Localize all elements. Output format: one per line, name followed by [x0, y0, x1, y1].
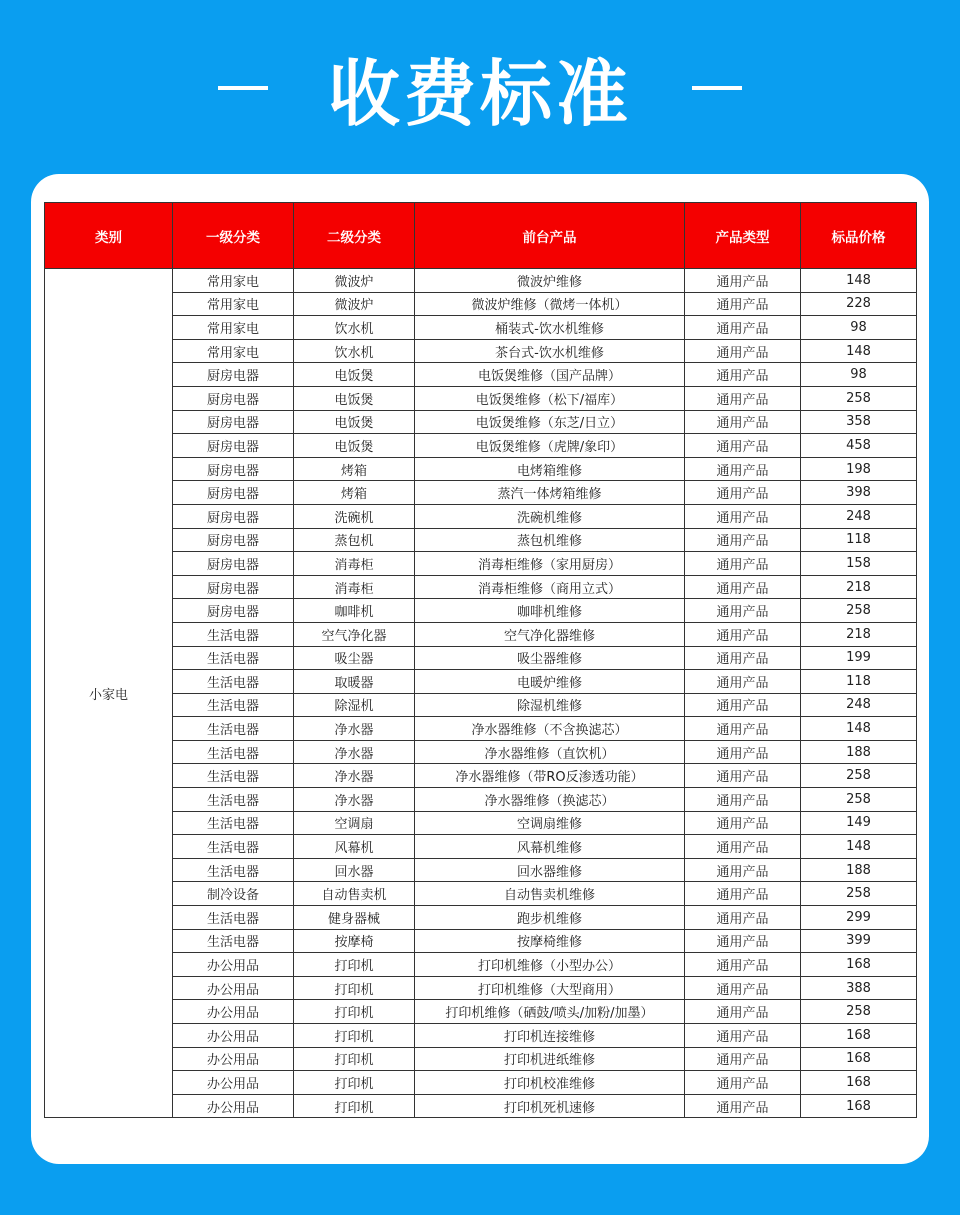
price-cell: 148	[801, 717, 917, 741]
level2-cell: 打印机	[294, 1071, 415, 1095]
table-row	[45, 363, 917, 387]
type-cell: 通用产品	[685, 764, 801, 788]
price-cell: 158	[801, 552, 917, 576]
level1-cell: 厨房电器	[173, 386, 294, 410]
product-cell: 净水器维修（换滤芯）	[415, 788, 685, 812]
col-header-product: 前台产品	[415, 203, 685, 269]
type-cell: 通用产品	[685, 410, 801, 434]
table-row	[45, 528, 917, 552]
product-cell: 打印机校准维修	[415, 1071, 685, 1095]
price-cell: 398	[801, 481, 917, 505]
price-cell: 458	[801, 434, 917, 458]
level2-cell: 饮水机	[294, 339, 415, 363]
type-cell: 通用产品	[685, 1094, 801, 1118]
type-cell: 通用产品	[685, 363, 801, 387]
level2-cell: 烤箱	[294, 481, 415, 505]
level2-cell: 消毒柜	[294, 552, 415, 576]
level2-cell: 打印机	[294, 1000, 415, 1024]
type-cell: 通用产品	[685, 976, 801, 1000]
level1-cell: 生活电器	[173, 835, 294, 859]
product-cell: 消毒柜维修（商用立式）	[415, 575, 685, 599]
level2-cell: 微波炉	[294, 269, 415, 293]
price-cell: 148	[801, 269, 917, 293]
level1-cell: 厨房电器	[173, 434, 294, 458]
table-row	[45, 646, 917, 670]
level1-cell: 生活电器	[173, 622, 294, 646]
level1-cell: 生活电器	[173, 717, 294, 741]
type-cell: 通用产品	[685, 622, 801, 646]
table-row	[45, 316, 917, 340]
table-row	[45, 740, 917, 764]
level1-cell: 常用家电	[173, 316, 294, 340]
type-cell: 通用产品	[685, 929, 801, 953]
type-cell: 通用产品	[685, 740, 801, 764]
level2-cell: 蒸包机	[294, 528, 415, 552]
level1-cell: 厨房电器	[173, 528, 294, 552]
type-cell: 通用产品	[685, 339, 801, 363]
price-cell: 258	[801, 386, 917, 410]
product-cell: 打印机维修（大型商用）	[415, 976, 685, 1000]
table-row	[45, 386, 917, 410]
level2-cell: 回水器	[294, 858, 415, 882]
product-cell: 电饭煲维修（松下/福库）	[415, 386, 685, 410]
level1-cell: 办公用品	[173, 1000, 294, 1024]
level1-cell: 生活电器	[173, 646, 294, 670]
product-cell: 净水器维修（带RO反渗透功能）	[415, 764, 685, 788]
level2-cell: 空气净化器	[294, 622, 415, 646]
level2-cell: 打印机	[294, 1047, 415, 1071]
table-row	[45, 811, 917, 835]
type-cell: 通用产品	[685, 858, 801, 882]
level1-cell: 办公用品	[173, 1071, 294, 1095]
col-header-type: 产品类型	[685, 203, 801, 269]
price-cell: 258	[801, 599, 917, 623]
price-cell: 218	[801, 622, 917, 646]
level1-cell: 常用家电	[173, 339, 294, 363]
table-row	[45, 599, 917, 623]
level1-cell: 厨房电器	[173, 504, 294, 528]
page-title: 收费标准	[327, 51, 632, 136]
product-cell: 打印机维修（硒鼓/喷头/加粉/加墨）	[415, 1000, 685, 1024]
product-cell: 电饭煲维修（国产品牌）	[415, 363, 685, 387]
category-cell: 小家电	[45, 269, 173, 1118]
level1-cell: 制冷设备	[173, 882, 294, 906]
col-header-category: 类别	[45, 203, 173, 269]
product-cell: 蒸汽一体烤箱维修	[415, 481, 685, 505]
level1-cell: 生活电器	[173, 693, 294, 717]
level1-cell: 办公用品	[173, 1024, 294, 1048]
type-cell: 通用产品	[685, 1024, 801, 1048]
type-cell: 通用产品	[685, 717, 801, 741]
table-row	[45, 858, 917, 882]
level2-cell: 电饭煲	[294, 434, 415, 458]
product-cell: 微波炉维修	[415, 269, 685, 293]
type-cell: 通用产品	[685, 670, 801, 694]
table-row	[45, 670, 917, 694]
table-row	[45, 552, 917, 576]
price-cell: 399	[801, 929, 917, 953]
product-cell: 电饭煲维修（东芝/日立）	[415, 410, 685, 434]
product-cell: 打印机死机速修	[415, 1094, 685, 1118]
level2-cell: 打印机	[294, 1094, 415, 1118]
level1-cell: 生活电器	[173, 740, 294, 764]
type-cell: 通用产品	[685, 269, 801, 293]
type-cell: 通用产品	[685, 457, 801, 481]
level1-cell: 厨房电器	[173, 552, 294, 576]
type-cell: 通用产品	[685, 504, 801, 528]
col-header-level2: 二级分类	[294, 203, 415, 269]
level1-cell: 办公用品	[173, 1047, 294, 1071]
table-row	[45, 434, 917, 458]
type-cell: 通用产品	[685, 882, 801, 906]
price-cell: 98	[801, 363, 917, 387]
level2-cell: 电饭煲	[294, 410, 415, 434]
product-cell: 吸尘器维修	[415, 646, 685, 670]
level2-cell: 电饭煲	[294, 386, 415, 410]
level1-cell: 常用家电	[173, 292, 294, 316]
product-cell: 回水器维修	[415, 858, 685, 882]
price-cell: 358	[801, 410, 917, 434]
product-cell: 电暖炉维修	[415, 670, 685, 694]
product-cell: 风幕机维修	[415, 835, 685, 859]
table-row	[45, 929, 917, 953]
table-row	[45, 622, 917, 646]
product-cell: 电烤箱维修	[415, 457, 685, 481]
type-cell: 通用产品	[685, 811, 801, 835]
level1-cell: 办公用品	[173, 953, 294, 977]
price-cell: 258	[801, 1000, 917, 1024]
product-cell: 按摩椅维修	[415, 929, 685, 953]
price-cell: 299	[801, 906, 917, 930]
table-row	[45, 906, 917, 930]
table-row	[45, 410, 917, 434]
product-cell: 自动售卖机维修	[415, 882, 685, 906]
level2-cell: 风幕机	[294, 835, 415, 859]
col-header-price: 标品价格	[801, 203, 917, 269]
level2-cell: 取暖器	[294, 670, 415, 694]
level2-cell: 电饭煲	[294, 363, 415, 387]
type-cell: 通用产品	[685, 552, 801, 576]
table-row	[45, 1000, 917, 1024]
product-cell: 空调扇维修	[415, 811, 685, 835]
col-header-level1: 一级分类	[173, 203, 294, 269]
price-cell: 188	[801, 740, 917, 764]
level2-cell: 净水器	[294, 740, 415, 764]
table-row	[45, 717, 917, 741]
table-row	[45, 457, 917, 481]
product-cell: 打印机维修（小型办公）	[415, 953, 685, 977]
level1-cell: 常用家电	[173, 269, 294, 293]
level2-cell: 自动售卖机	[294, 882, 415, 906]
product-cell: 洗碗机维修	[415, 504, 685, 528]
level1-cell: 厨房电器	[173, 363, 294, 387]
price-cell: 248	[801, 693, 917, 717]
product-cell: 桶装式-饮水机维修	[415, 316, 685, 340]
price-cell: 199	[801, 646, 917, 670]
table-row	[45, 339, 917, 363]
product-cell: 微波炉维修（微烤一体机）	[415, 292, 685, 316]
level1-cell: 办公用品	[173, 976, 294, 1000]
table-row	[45, 1071, 917, 1095]
page-header	[0, 0, 960, 175]
table-row	[45, 292, 917, 316]
type-cell: 通用产品	[685, 1047, 801, 1071]
type-cell: 通用产品	[685, 693, 801, 717]
level1-cell: 厨房电器	[173, 457, 294, 481]
price-cell: 258	[801, 788, 917, 812]
price-cell: 168	[801, 1071, 917, 1095]
right-dash	[692, 86, 742, 90]
level2-cell: 洗碗机	[294, 504, 415, 528]
table-row	[45, 1024, 917, 1048]
product-cell: 咖啡机维修	[415, 599, 685, 623]
level1-cell: 生活电器	[173, 788, 294, 812]
table-row	[45, 788, 917, 812]
price-cell: 218	[801, 575, 917, 599]
product-cell: 净水器维修（不含换滤芯）	[415, 717, 685, 741]
level1-cell: 生活电器	[173, 670, 294, 694]
level2-cell: 空调扇	[294, 811, 415, 835]
price-cell: 198	[801, 457, 917, 481]
table-row	[45, 1094, 917, 1118]
price-cell: 148	[801, 339, 917, 363]
price-table	[44, 202, 917, 1118]
type-cell: 通用产品	[685, 646, 801, 670]
product-cell: 空气净化器维修	[415, 622, 685, 646]
type-cell: 通用产品	[685, 953, 801, 977]
level1-cell: 生活电器	[173, 929, 294, 953]
product-cell: 打印机连接维修	[415, 1024, 685, 1048]
price-cell: 168	[801, 1047, 917, 1071]
price-cell: 228	[801, 292, 917, 316]
type-cell: 通用产品	[685, 434, 801, 458]
price-cell: 98	[801, 316, 917, 340]
type-cell: 通用产品	[685, 835, 801, 859]
table-row	[45, 764, 917, 788]
table-header-row	[45, 203, 917, 269]
table-row	[45, 953, 917, 977]
table-row	[45, 481, 917, 505]
type-cell: 通用产品	[685, 906, 801, 930]
level2-cell: 打印机	[294, 1024, 415, 1048]
price-cell: 118	[801, 670, 917, 694]
level1-cell: 生活电器	[173, 906, 294, 930]
price-cell: 168	[801, 1024, 917, 1048]
type-cell: 通用产品	[685, 481, 801, 505]
level2-cell: 净水器	[294, 764, 415, 788]
price-cell: 258	[801, 882, 917, 906]
table-row	[45, 976, 917, 1000]
type-cell: 通用产品	[685, 386, 801, 410]
table-row	[45, 269, 917, 293]
level1-cell: 生活电器	[173, 811, 294, 835]
level2-cell: 打印机	[294, 953, 415, 977]
level2-cell: 微波炉	[294, 292, 415, 316]
level2-cell: 打印机	[294, 976, 415, 1000]
table-row	[45, 575, 917, 599]
type-cell: 通用产品	[685, 575, 801, 599]
level2-cell: 烤箱	[294, 457, 415, 481]
price-cell: 258	[801, 764, 917, 788]
price-cell: 188	[801, 858, 917, 882]
product-cell: 除湿机维修	[415, 693, 685, 717]
level2-cell: 健身器械	[294, 906, 415, 930]
table-row	[45, 693, 917, 717]
type-cell: 通用产品	[685, 1000, 801, 1024]
level1-cell: 厨房电器	[173, 599, 294, 623]
type-cell: 通用产品	[685, 292, 801, 316]
level1-cell: 厨房电器	[173, 481, 294, 505]
type-cell: 通用产品	[685, 599, 801, 623]
type-cell: 通用产品	[685, 1071, 801, 1095]
price-card	[31, 174, 929, 1164]
product-cell: 电饭煲维修（虎牌/象印）	[415, 434, 685, 458]
product-cell: 茶台式-饮水机维修	[415, 339, 685, 363]
price-cell: 118	[801, 528, 917, 552]
level1-cell: 办公用品	[173, 1094, 294, 1118]
product-cell: 消毒柜维修（家用厨房）	[415, 552, 685, 576]
product-cell: 跑步机维修	[415, 906, 685, 930]
level1-cell: 生活电器	[173, 858, 294, 882]
level2-cell: 消毒柜	[294, 575, 415, 599]
type-cell: 通用产品	[685, 528, 801, 552]
type-cell: 通用产品	[685, 316, 801, 340]
left-dash	[218, 86, 268, 90]
product-cell: 净水器维修（直饮机）	[415, 740, 685, 764]
table-body	[45, 269, 917, 1118]
level1-cell: 厨房电器	[173, 575, 294, 599]
type-cell: 通用产品	[685, 788, 801, 812]
table-row	[45, 882, 917, 906]
table-row	[45, 504, 917, 528]
level2-cell: 按摩椅	[294, 929, 415, 953]
price-cell: 168	[801, 1094, 917, 1118]
level2-cell: 吸尘器	[294, 646, 415, 670]
level2-cell: 饮水机	[294, 316, 415, 340]
level1-cell: 厨房电器	[173, 410, 294, 434]
table-row	[45, 1047, 917, 1071]
price-cell: 248	[801, 504, 917, 528]
price-cell: 168	[801, 953, 917, 977]
level2-cell: 咖啡机	[294, 599, 415, 623]
product-cell: 蒸包机维修	[415, 528, 685, 552]
price-cell: 148	[801, 835, 917, 859]
level2-cell: 净水器	[294, 717, 415, 741]
product-cell: 打印机进纸维修	[415, 1047, 685, 1071]
level2-cell: 净水器	[294, 788, 415, 812]
price-cell: 149	[801, 811, 917, 835]
level2-cell: 除湿机	[294, 693, 415, 717]
level1-cell: 生活电器	[173, 764, 294, 788]
table-row	[45, 835, 917, 859]
price-cell: 388	[801, 976, 917, 1000]
